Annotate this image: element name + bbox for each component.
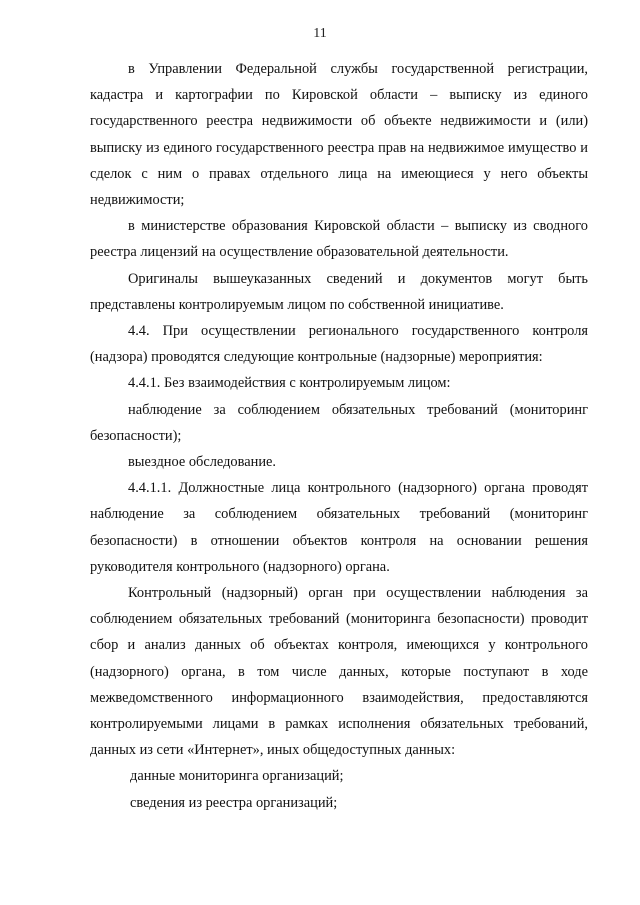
paragraph-4-4-1-1-officials: 4.4.1.1. Должностные лица контрольного (надзорного) органа проводят наблюдение за соблюдением обязательных требований (мониторинг безопасности) в отношении объектов контроля на основании решения руководителя контрольного (надзорного) органа. <box>90 480 588 575</box>
paragraph-4-4-1-without-interaction: 4.4.1. Без взаимодействия с контролируемым лицом: <box>128 375 451 392</box>
paragraph-4-4-control-measures: 4.4. При осуществлении регионального государственного контроля (надзора) проводятся следующие контрольные (надзорные) мероприятия: <box>90 323 588 366</box>
list-item-field-inspection: выездное обследование. <box>128 454 277 471</box>
page-number: 11 <box>313 26 327 41</box>
paragraph-originals-own-initiative: Оригиналы вышеуказанных сведений и документов могут быть представлены контролируемым лицом по собственной инициативе. <box>90 270 588 313</box>
list-item-organization-registry-info: сведения из реестра организаций; <box>130 794 338 811</box>
document-body <box>90 56 588 816</box>
paragraph-rosreestr-extract: в Управлении Федеральной службы государственной регистрации, кадастра и картографии по Кировской области – выписку из единого государственного реестра недвижимости об объекте недвижимости и (или) выписку из единого государственного реестра прав на недвижимое имущество и сделок с ним о правах отдельного лица на имеющиеся у него объекты недвижимости; <box>90 61 588 209</box>
paragraph-data-collection: Контрольный (надзорный) орган при осуществлении наблюдения за соблюдением обязательных требований (мониторинга безопасности) проводит сбор и анализ данных об объектах контроля, имеющихся у контрольного (надзорного) органа, в том числе данных, которые поступают в ходе межведомственного информационного взаимодействия, предоставляются контролируемыми лицами в рамках исполнения обязательных требований, данных из сети «Интернет», иных общедоступных данных: <box>90 585 588 759</box>
list-item-organization-monitoring-data: данные мониторинга организаций; <box>130 768 344 785</box>
paragraph-education-ministry-extract: в министерстве образования Кировской области – выписку из сводного реестра лицензий на осуществление образовательной деятельности. <box>90 218 588 261</box>
list-item-monitoring: наблюдение за соблюдением обязательных требований (мониторинг безопасности); <box>90 401 588 444</box>
